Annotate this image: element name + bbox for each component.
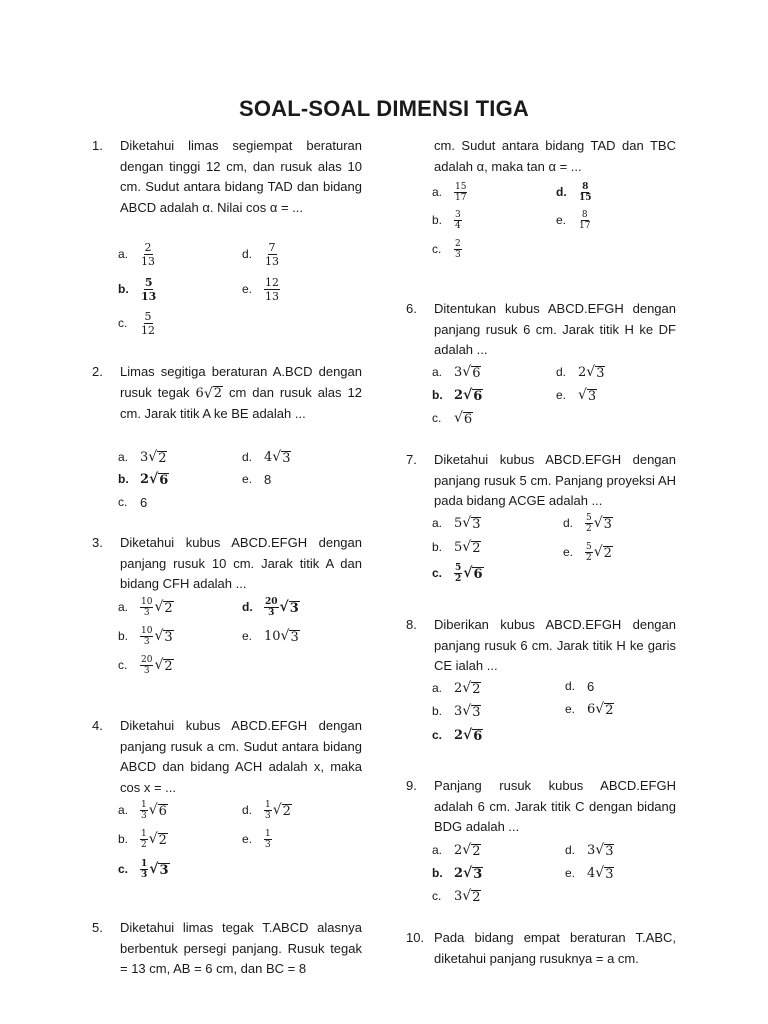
option-b: b. 2 √ 6: [118, 470, 169, 488]
option-b: b. 2 √ 3: [432, 864, 483, 882]
question-6: [406, 299, 676, 361]
question-number: 4.: [92, 718, 103, 733]
option-a: a. 3 √ 2: [118, 448, 167, 466]
question-number: 2.: [92, 364, 103, 379]
option-d: d. 4 √ 3: [242, 448, 291, 466]
question-text: Panjang rusuk kubus ABCD.EFGH adalah 6 cm. Jarak titik C dengan bidang BDG adalah ...: [434, 778, 676, 834]
option-d: d. 2 √ 3: [556, 363, 605, 381]
option-e: e. $\frac{8}{17}$: [556, 209, 591, 231]
option-e: e. 10 √ 3: [242, 627, 299, 645]
option-c: c. 6: [118, 494, 148, 510]
option-c: c. 3 √ 2: [432, 887, 481, 905]
option-b: b. 3 √ 3: [432, 702, 481, 720]
question-number: 10.: [406, 930, 425, 945]
question-text: Ditentukan kubus ABCD.EFGH dengan panjang rusuk 6 cm. Jarak titik H ke DF adalah ...: [434, 301, 676, 357]
question-text: Limas segitiga beraturan A.BCD dengan rusuk tegak 6 √ 2 cm dan rusuk alas 12 cm. Jarak titik A ke BE adalah ...: [120, 364, 362, 421]
option-c: c. $\frac{2}{3}$: [432, 238, 461, 260]
option-a: a. $\frac{10}{3}$ √ 2: [118, 596, 173, 618]
option-b: b. $\frac{5}{13}$: [118, 275, 157, 303]
question-text: Diketahui limas tegak T.ABCD alasnya berbentuk persegi panjang. Rusuk tegak = 13 cm, AB = 6 cm, dan BC = 8: [120, 920, 362, 976]
option-e: e. $\frac{5}{2}$ √ 2: [563, 541, 612, 563]
question-7: [406, 450, 676, 512]
question-text: Diberikan kubus ABCD.EFGH dengan panjang rusuk 6 cm. Jarak titik H ke garis CE ialah ...: [434, 617, 676, 673]
option-a: a. $\frac{15}{17}$: [432, 181, 467, 203]
question-5-continued: [406, 136, 676, 177]
question-number: 8.: [406, 617, 417, 632]
question-10: [406, 928, 676, 969]
page-title: SOAL-SOAL DIMENSI TIGA: [238, 96, 529, 121]
option-c: c. 2 √ 6: [432, 726, 483, 744]
option-a: a. 3 √ 6: [432, 363, 481, 381]
option-a: a. $\frac{2}{13}$: [118, 240, 155, 268]
option-b: b. $\frac{3}{4}$: [432, 209, 461, 231]
question-3: [92, 533, 362, 595]
option-d: d. $\frac{1}{3}$ √ 2: [242, 799, 291, 821]
question-number: 5.: [92, 920, 103, 935]
option-c: c. $\frac{20}{3}$ √ 2: [118, 654, 173, 676]
option-a: a. $\frac{1}{3}$ √ 6: [118, 799, 167, 821]
question-1: [92, 136, 362, 218]
option-d: d. $\frac{7}{13}$: [242, 240, 279, 268]
option-d: d. 6: [565, 678, 595, 694]
option-d: d. $\frac{5}{2}$ √ 3: [563, 512, 612, 534]
option-e: e. 4 √ 3: [565, 864, 614, 882]
question-number: 1.: [92, 138, 103, 153]
question-5: [92, 918, 362, 980]
option-b: b. $\frac{10}{3}$ √ 3: [118, 625, 173, 647]
option-e: e. $\frac{1}{3}$: [242, 828, 271, 850]
option-c: c. $\frac{5}{12}$: [118, 309, 155, 337]
option-d: d. 3 √ 3: [565, 841, 614, 859]
question-8: [406, 615, 676, 677]
option-a: a. 5 √ 3: [432, 514, 481, 532]
option-b: b. 2 √ 6: [432, 386, 483, 404]
option-e: e. $\frac{12}{13}$: [242, 275, 279, 303]
option-c: c. √ 6: [432, 409, 473, 427]
question-number: 6.: [406, 301, 417, 316]
option-a: a. 2 √ 2: [432, 841, 481, 859]
option-e: e. 8: [242, 471, 272, 487]
question-number: 9.: [406, 778, 417, 793]
option-a: a. 2 √ 2: [432, 679, 481, 697]
question-2: [92, 362, 362, 425]
question-9: [406, 776, 676, 838]
question-number: 7.: [406, 452, 417, 467]
question-number: 3.: [92, 535, 103, 550]
option-e: e. 6 √ 2: [565, 700, 614, 718]
option-c: c. $\frac{5}{2}$ √ 6: [432, 562, 483, 584]
option-d: d. $\frac{20}{3}$ √ 3: [242, 596, 299, 618]
question-4: [92, 716, 362, 798]
question-text: Pada bidang empat beraturan T.ABC, diketahui panjang rusuknya = a cm.: [434, 930, 676, 966]
option-b: b. 5 √ 2: [432, 538, 481, 556]
question-text: Diketahui kubus ABCD.EFGH dengan panjang rusuk 10 cm. Jarak titik A dan bidang CFH adalah ...: [120, 535, 362, 591]
option-b: b. $\frac{1}{2}$ √ 2: [118, 828, 167, 850]
option-e: e. √ 3: [556, 386, 597, 404]
question-text: Diketahui kubus ABCD.EFGH dengan panjang rusuk a cm. Sudut antara bidang ABCD dan bidang ACH adalah x, maka cos x = ...: [120, 718, 362, 795]
question-text: Diketahui kubus ABCD.EFGH dengan panjang rusuk 5 cm. Panjang proyeksi AH pada bidang ACGE adalah ...: [434, 452, 676, 508]
question-text: Diketahui limas segiempat beraturan dengan tinggi 12 cm, dan rusuk alas 10 cm. Sudut antara bidang TAD dan bidang ABCD adalah α. Nilai cos α = ...: [120, 138, 362, 215]
option-d: d. $\frac{8}{15}$: [556, 181, 592, 203]
question-text: cm. Sudut antara bidang TAD dan TBC adalah α, maka tan α = ...: [434, 138, 676, 174]
option-c: c. $\frac{1}{3}$ √ 3: [118, 858, 169, 880]
